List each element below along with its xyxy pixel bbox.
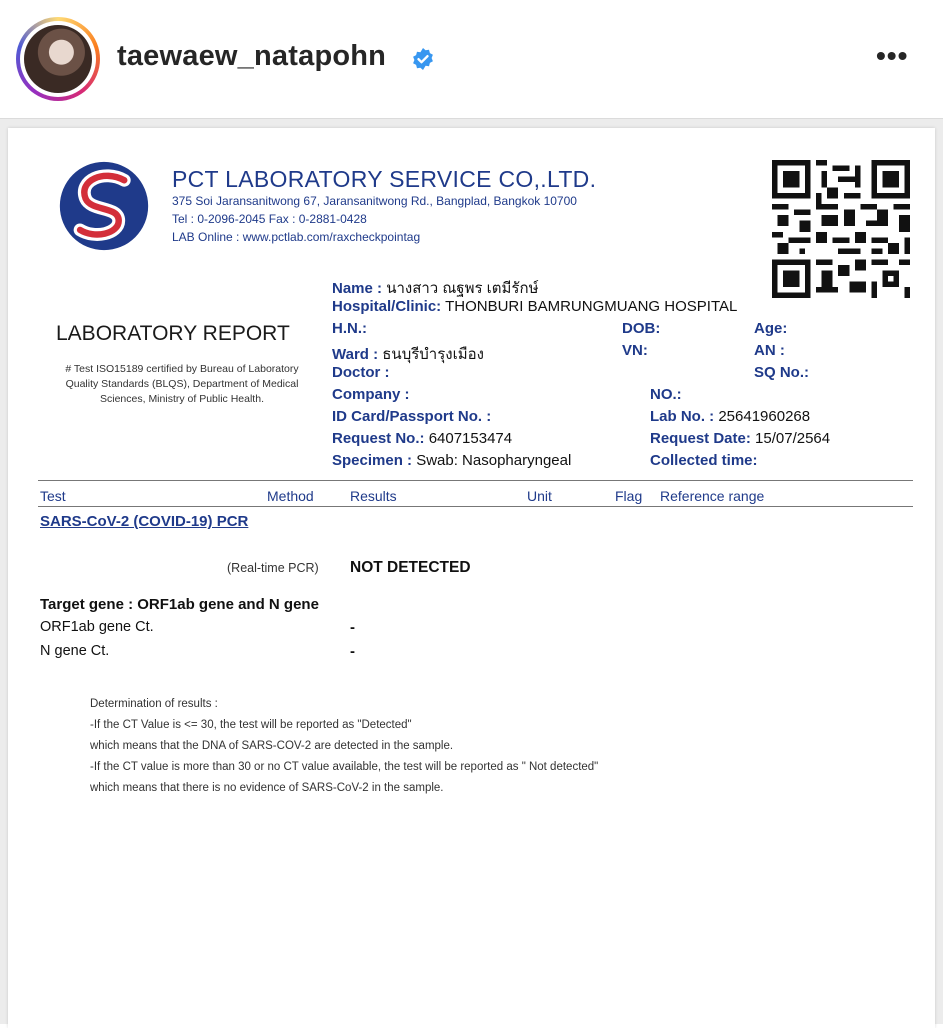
more-options-icon[interactable]: ••• bbox=[876, 40, 909, 71]
vn-label: VN: bbox=[622, 342, 648, 359]
sq-label: SQ No.: bbox=[754, 364, 809, 381]
hospital-name: THONBURI BAMRUNGMUANG HOSPITAL bbox=[445, 298, 738, 315]
ward-name: ธนบุรีบำรุงเมือง bbox=[382, 346, 484, 363]
table-top-divider bbox=[38, 480, 913, 481]
determination-line: -If the CT value is more than 30 or no CT value available, the test will be reported as " Not detected" bbox=[90, 761, 599, 773]
hn-label: H.N.: bbox=[332, 320, 367, 337]
header-flag: Flag bbox=[615, 488, 643, 504]
test-result: NOT DETECTED bbox=[350, 559, 471, 576]
specimen-row: Specimen : Swab: Nasopharyngeal bbox=[332, 452, 572, 469]
specimen-value: Swab: Nasopharyngeal bbox=[416, 452, 572, 469]
username-link[interactable]: taewaew_natapohn bbox=[117, 40, 387, 72]
ward-row: Ward : ธนบุรีบำรุงเมือง bbox=[332, 346, 484, 363]
patient-name: นางสาว ณฐพร เตมีรักษ์ bbox=[386, 280, 539, 297]
header-reference-range: Reference range bbox=[660, 488, 765, 504]
determination-line: -If the CT Value is <= 30, the test will be reported as "Detected" bbox=[90, 719, 412, 731]
lab-report-document bbox=[8, 128, 935, 1028]
hospital-row: Hospital/Clinic: THONBURI BAMRUNGMUANG HOSPITAL bbox=[332, 298, 738, 315]
test-method: (Real-time PCR) bbox=[227, 561, 319, 575]
company-address: 375 Soi Jaransanitwong 67, Jaransanitwong Rd., Bangplad, Bangkok 10700 bbox=[172, 194, 577, 208]
id-card-label: ID Card/Passport No. : bbox=[332, 408, 492, 425]
lab-no-value: 25641960268 bbox=[718, 408, 811, 425]
post-header bbox=[0, 0, 943, 119]
determination-line: which means that the DNA of SARS-COV-2 are detected in the sample. bbox=[90, 740, 454, 752]
gene-name: ORF1ab gene Ct. bbox=[40, 619, 154, 635]
target-gene: Target gene : ORF1ab gene and N gene bbox=[40, 596, 319, 613]
determination-title: Determination of results : bbox=[90, 698, 218, 710]
header-results: Results bbox=[350, 488, 397, 504]
an-label: AN : bbox=[754, 342, 785, 359]
collected-time-label: Collected time: bbox=[650, 452, 758, 469]
story-ring[interactable] bbox=[16, 17, 100, 101]
gene-ct-value: - bbox=[350, 643, 355, 660]
dob-label: DOB: bbox=[622, 320, 661, 337]
request-no-row: Request No.: 6407153474 bbox=[332, 430, 513, 447]
gene-ct-value: - bbox=[350, 619, 355, 636]
gene-name: N gene Ct. bbox=[40, 643, 110, 659]
company-name: PCT LABORATORY SERVICE CO,.LTD. bbox=[172, 166, 597, 192]
post-photo[interactable] bbox=[0, 119, 943, 1024]
company-label: Company : bbox=[332, 386, 410, 403]
iso-certification-note: # Test ISO15189 certified by Bureau of Laboratory Quality Standards (BLQS), Department of Medical Sciences, Ministry of Public Health. bbox=[65, 363, 299, 405]
request-no-value: 6407153474 bbox=[428, 430, 513, 447]
header-method: Method bbox=[267, 488, 314, 504]
header-unit: Unit bbox=[527, 488, 552, 504]
company-contact: Tel : 0-2096-2045 Fax : 0-2881-0428 bbox=[172, 212, 367, 226]
avatar[interactable] bbox=[24, 25, 92, 93]
age-label: Age: bbox=[754, 320, 788, 337]
determination-line: which means that there is no evidence of SARS-CoV-2 in the sample. bbox=[90, 782, 444, 794]
company-online: LAB Online : www.pctlab.com/raxcheckpointag bbox=[172, 230, 421, 244]
test-name: SARS-CoV-2 (COVID-19) PCR bbox=[40, 513, 249, 530]
doctor-label: Doctor : bbox=[332, 364, 390, 381]
lab-no-row: Lab No. : 25641960268 bbox=[650, 408, 811, 425]
report-title: LABORATORY REPORT bbox=[56, 322, 290, 345]
verified-badge-icon bbox=[411, 47, 435, 71]
no-label: NO.: bbox=[650, 386, 682, 403]
patient-name-row: Name : นางสาว ณฐพร เตมีรักษ์ bbox=[332, 280, 539, 297]
request-date-value: 15/07/2564 bbox=[755, 430, 831, 447]
qr-code-icon bbox=[772, 160, 910, 298]
request-date-row: Request Date: 15/07/2564 bbox=[650, 430, 831, 447]
header-test: Test bbox=[40, 488, 66, 504]
company-logo-icon bbox=[58, 160, 150, 252]
table-header-divider bbox=[38, 506, 913, 507]
